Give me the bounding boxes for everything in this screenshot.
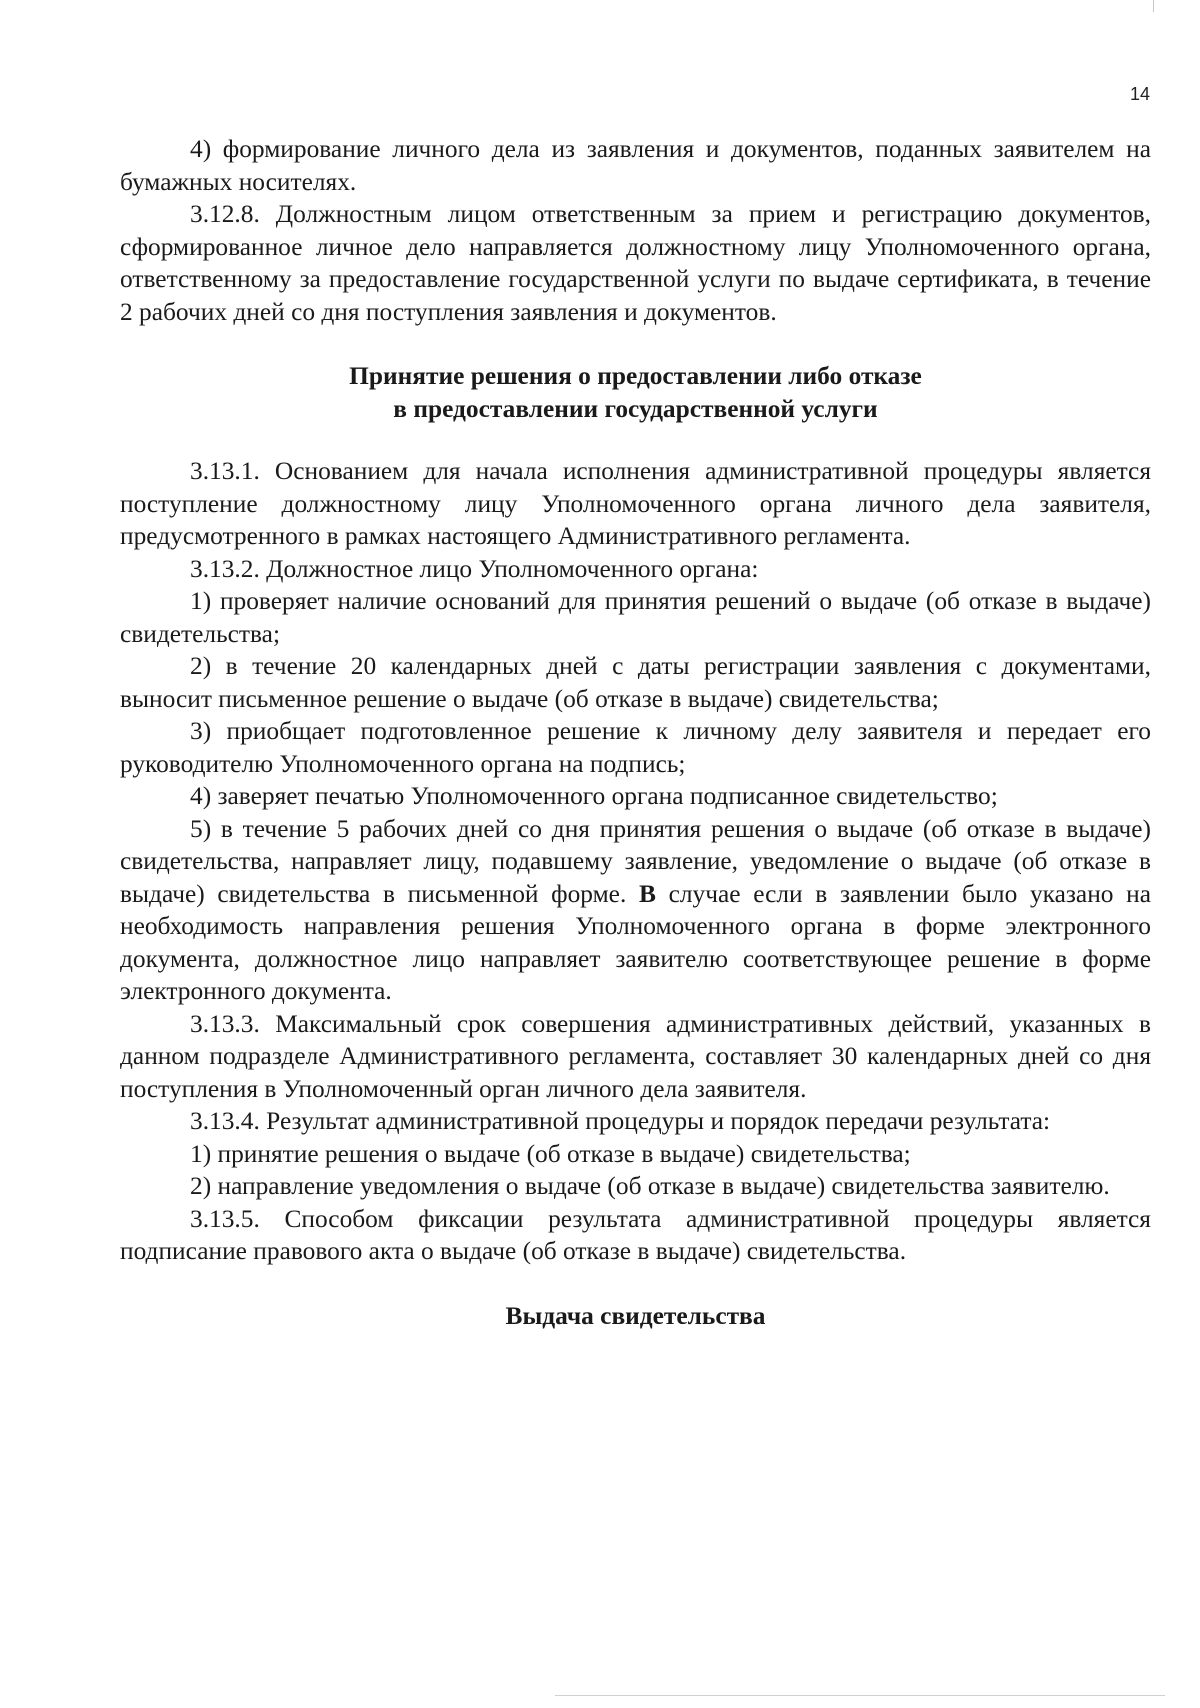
list-item-2-decision: 2) в течение 20 календарных дней с даты регистрации заявления с документами, выносит письменное решение о выдаче (об отказе в выдаче) свидетельства; xyxy=(120,652,1151,713)
section-heading-line-1: Принятие решения о предоставлении либо отказе xyxy=(349,362,922,390)
paragraph-3-13-2: 3.13.2. Должностное лицо Уполномоченного органа: xyxy=(190,554,759,583)
document-body xyxy=(120,133,1151,1332)
page-number: 14 xyxy=(1129,84,1150,104)
result-item-2: 2) направление уведомления о выдаче (об отказе в выдаче) свидетельства заявителю. xyxy=(190,1172,1110,1200)
scan-edge-mark xyxy=(1153,0,1154,12)
paragraph-3-12-8: 3.12.8. Должностным лицом ответственным за прием и регистрацию документов, сформированное личное дело направляется должностному лицу Уполномоченного органа, ответственному за предоставление государственной услуги по выдаче сертификата, в течение 2 рабочих дней со дня поступления заявления и документов. xyxy=(120,200,1151,326)
result-item-1: 1) принятие решения о выдаче (об отказе в выдаче) свидетельства; xyxy=(190,1139,911,1168)
list-item-1-check: 1) проверяет наличие оснований для принятия решений о выдаче (об отказе в выдаче) свидетельства; xyxy=(120,587,1151,648)
section-heading-decision xyxy=(120,360,1151,425)
paragraph-3-13-3: 3.13.3. Максимальный срок совершения административных действий, указанных в данном подразделе Административного регламента, составляет 30 календарных дней со дня поступления в Уполномоченный орган личного дела заявителя. xyxy=(120,1009,1151,1103)
section-heading-line-2: в предоставлении государственной услуги xyxy=(393,394,878,423)
paragraph-item-4: 4) формирование личного дела из заявления и документов, поданных заявителем на бумажных носителях. xyxy=(120,135,1151,196)
paragraph-3-13-4: 3.13.4. Результат административной процедуры и порядок передачи результата: xyxy=(190,1107,1051,1135)
list-item-5-notify xyxy=(120,813,1151,1008)
list-item-5-text-b: случае если в заявлении было указано на необходимость направления решения Уполномоченного органа в форме электронного документа, должностное лицо направляет заявителю соответствующее решение в форме электронного документа. xyxy=(120,879,1151,1005)
list-item-5-text-a: 5) в течение 5 рабочих дней со дня принятия решения о выдаче (об отказе в выдаче) свидетельства, направляет лицу, подавшему заявление, уведомление о выдаче (об отказе в выдаче) свидетельства в письменной форме. xyxy=(120,814,1151,908)
section-heading-issuance-title: Выдача свидетельства xyxy=(505,1301,766,1330)
list-item-5-bold-letter: В xyxy=(638,879,656,908)
list-item-3-attach: 3) приобщает подготовленное решение к личному делу заявителя и передает его руководителю Уполномоченного органа на подпись; xyxy=(120,717,1151,778)
scan-edge-line xyxy=(555,1695,1165,1696)
list-item-4-seal: 4) заверяет печатью Уполномоченного органа подписанное свидетельство; xyxy=(190,782,998,810)
paragraph-3-13-1: 3.13.1. Основанием для начала исполнения административной процедуры является поступление должностному лицу Уполномоченного органа личного дела заявителя, предусмотренного в рамках настоящего Административного регламента. xyxy=(120,457,1151,550)
paragraph-3-13-5: 3.13.5. Способом фиксации результата административной процедуры является подписание правового акта о выдаче (об отказе в выдаче) свидетельства. xyxy=(120,1204,1151,1265)
section-heading-issuance xyxy=(120,1300,1151,1333)
